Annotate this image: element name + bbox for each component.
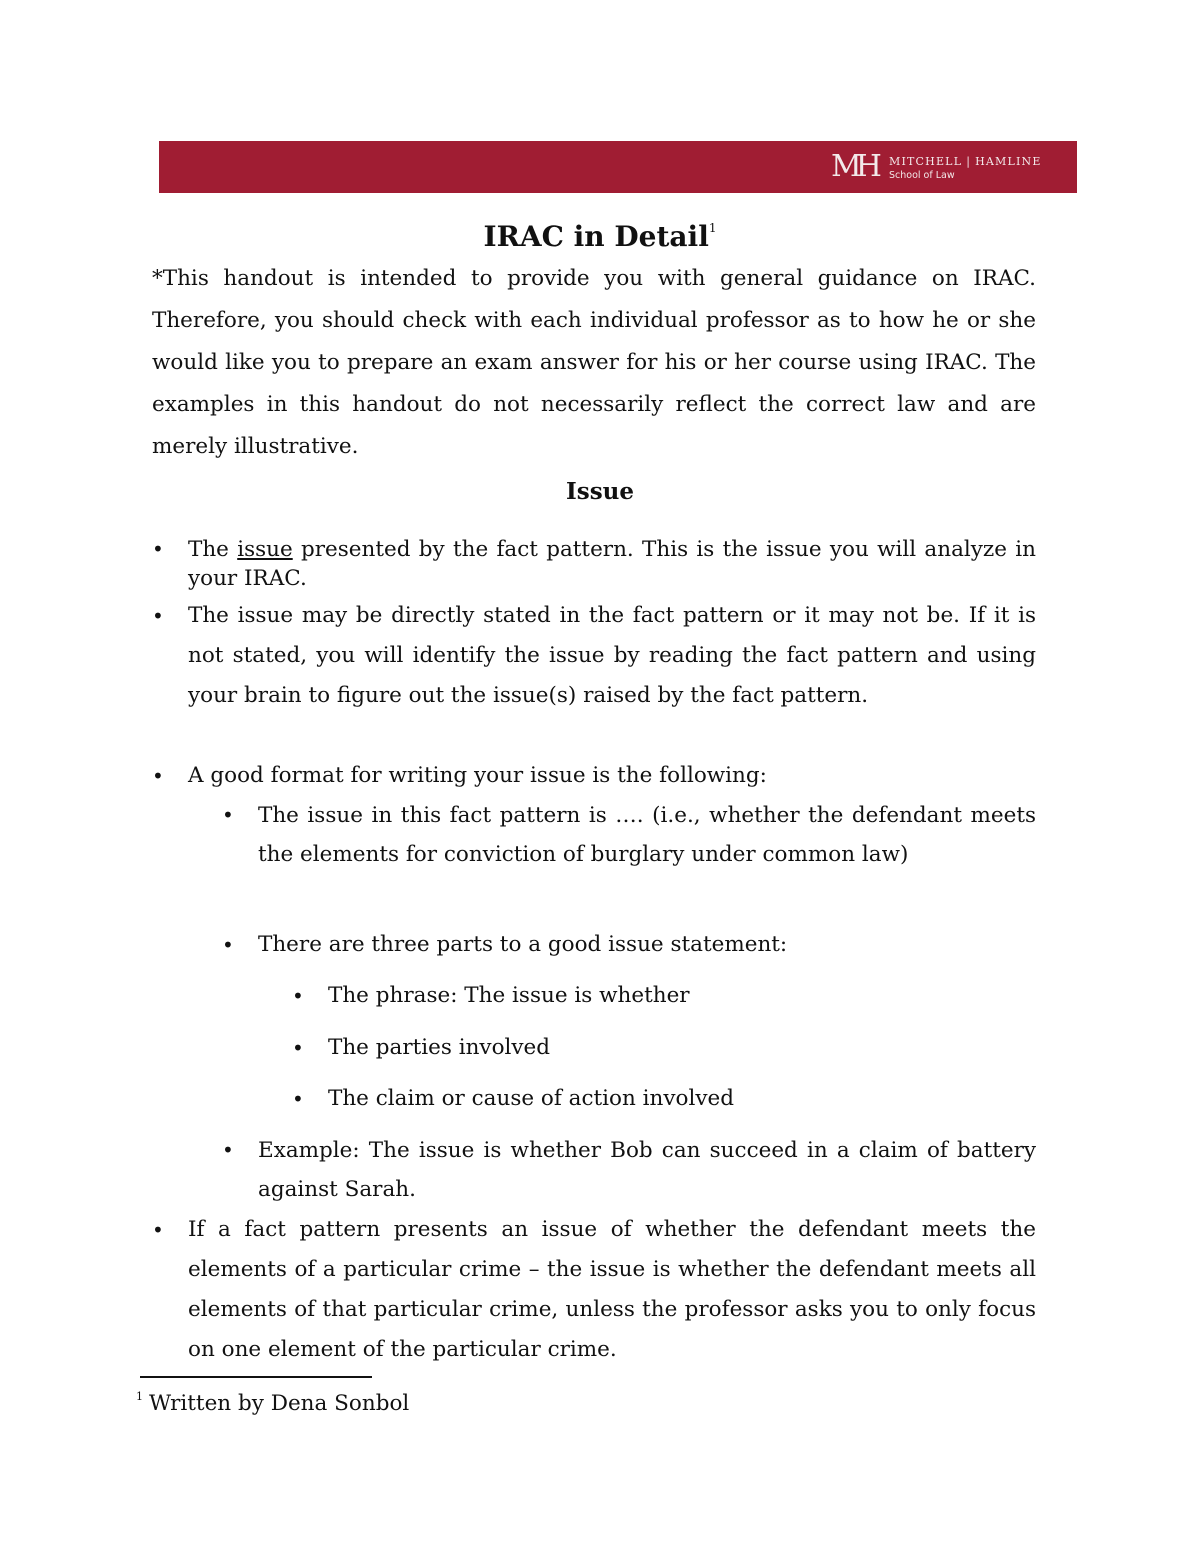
title-footnote-ref: 1: [708, 221, 717, 235]
subsubbullet-claim: • The claim or cause of action involved: [328, 1079, 1036, 1119]
footnote-separator: [140, 1376, 372, 1378]
underlined-issue: issue: [237, 537, 293, 562]
subbullet-example: • Example: The issue is whether Bob can succeed in a claim of battery against Sarah.: [258, 1131, 1036, 1209]
bullet-issue-stated: • The issue may be directly stated in the fact pattern or it may not be. If it is not stated, you will identify the issue by reading the fact pattern and using your brain to figure out the issue(s) raised by the fact pattern.: [188, 596, 1036, 716]
bullet-dot: •: [152, 764, 164, 788]
bullet-dot: •: [292, 1036, 304, 1060]
intro-paragraph: *This handout is intended to provide you with general guidance on IRAC. Therefore, you should check with each individual professor as to how he or she would like you to prepare an exam answer for his or her course using IRAC. The examples in this handout do not necessarily reflect the correct law and are merely illustrative.: [152, 266, 1036, 459]
logo-name: MITCHELL | HAMLINE: [889, 155, 1042, 168]
bullet-issue-presented: • The issue presented by the fact pattern. This is the issue you will analyze in your IRAC.: [152, 537, 1036, 591]
subsubbullet-parties: • The parties involved: [328, 1028, 1036, 1068]
logo-subtitle: School of Law: [889, 170, 955, 181]
page-title-text: IRAC in Detail: [483, 220, 709, 253]
bullet-dot: •: [222, 803, 234, 827]
footnote-marker: 1: [136, 1390, 143, 1403]
bullet-dot: •: [152, 604, 164, 628]
subsubbullet-phrase: • The phrase: The issue is whether: [328, 976, 1036, 1016]
bullet-particular-crime: • If a fact pattern presents an issue of whether the defendant meets the elements of a particular crime – the issue is whether the defendant meets all elements of that particular crime, unless the professor asks you to only focus on one element of the particular crime.: [188, 1210, 1036, 1370]
bullet-good-format: • A good format for writing your issue is the following:: [188, 756, 1036, 796]
footnote: [136, 1380, 409, 1421]
bullet-dot: •: [152, 537, 164, 561]
subbullet-three-parts: • There are three parts to a good issue statement:: [258, 925, 1036, 965]
page-title: [0, 206, 1200, 259]
bullet-dot: •: [292, 1087, 304, 1111]
header-banner: [159, 141, 1077, 193]
bullet-dot: •: [152, 1218, 164, 1242]
bullet-dot: •: [222, 1138, 234, 1162]
bullet-dot: •: [292, 984, 304, 1008]
subbullet-issue-pattern: • The issue in this fact pattern is …. (i.e., whether the defendant meets the elements for conviction of burglary under common law): [258, 796, 1036, 874]
logo-mark: MH: [831, 149, 876, 184]
section-heading-issue: Issue: [565, 478, 634, 505]
footnote-text: Written by Dena Sonbol: [149, 1391, 410, 1416]
bullet-dot: •: [222, 933, 234, 957]
